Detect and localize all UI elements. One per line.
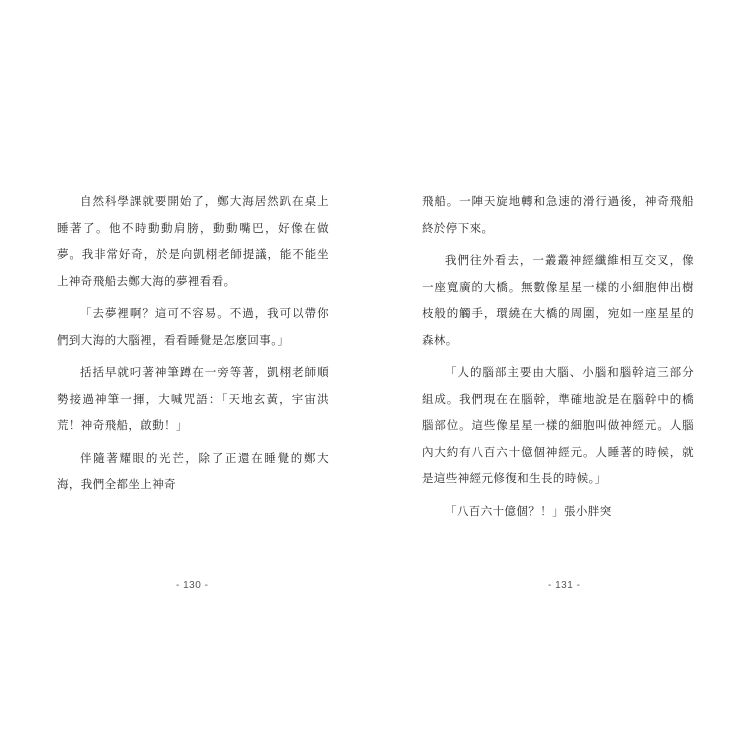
right-paragraph-1: 飛船。一陣天旋地轉和急速的滑行過後，神奇飛船終於停下來。 bbox=[422, 194, 694, 235]
left-page-number: - 130 - bbox=[176, 580, 209, 591]
right-page bbox=[422, 188, 694, 530]
left-paragraph-3: 括括早就叼著神筆蹲在一旁等著，凱栩老師順勢接過神筆一揮，大喊咒語：「天地玄黃，宇宙洪荒！神奇飛船，啟動！」 bbox=[57, 365, 329, 432]
right-paragraph-4: 「八百六十億個？！」張小胖突 bbox=[445, 503, 612, 518]
left-paragraph-2: 「去夢裡啊？這可不容易。不過，我可以帶你們到大海的大腦裡，看看睡覺是怎麼回事。」 bbox=[57, 306, 329, 347]
left-paragraph-1: 自然科學課就要開始了，鄭大海居然趴在桌上睡著了。他不時動動肩膀，動動嘴巴，好像在做夢。我非常好奇，於是向凱栩老師提議，能不能坐上神奇飛船去鄭大海的夢裡看看。 bbox=[57, 194, 329, 288]
right-page-number: - 131 - bbox=[548, 580, 581, 591]
right-paragraph-3: 「人的腦部主要由大腦、小腦和腦幹這三部分組成。我們現在在腦幹，準確地說是在腦幹中的橋腦部位。這些像星星一樣的細胞叫做神經元。人腦內大約有八百六十億個神經元。人睡著的時候，就是這些神經元修復和生長的時候。」 bbox=[422, 365, 694, 485]
right-paragraph-2: 我們往外看去，一叢叢神經纖維相互交叉，像一座寬廣的大橋。無數像星星一樣的小細胞伸出樹枝般的觸手，環繞在大橋的周圍，宛如一座星星的森林。 bbox=[422, 253, 694, 347]
left-page bbox=[57, 188, 329, 504]
left-paragraph-4: 伴隨著耀眼的光芒，除了正還在睡覺的鄭大海，我們全都坐上神奇 bbox=[57, 450, 329, 491]
